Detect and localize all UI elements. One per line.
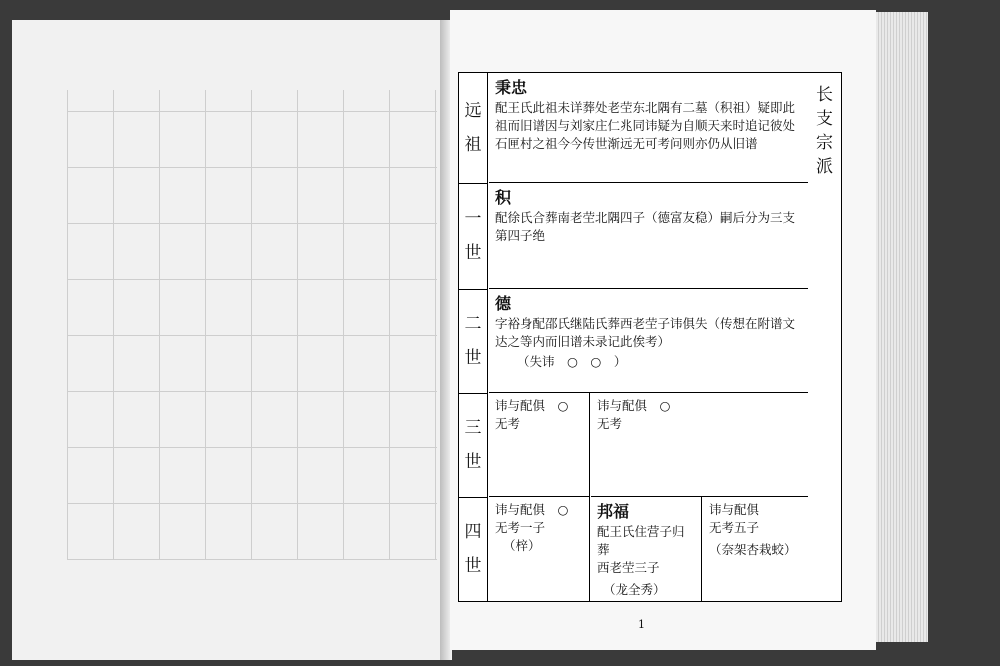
gen-char: 世 <box>464 243 482 263</box>
ancestor-cell <box>489 73 809 183</box>
gen-char: 一 <box>464 209 482 229</box>
gen-char: 远 <box>464 101 482 121</box>
cell-line: （奈架杏栽蛟） <box>709 542 797 557</box>
generation-label-3 <box>459 393 488 498</box>
cell-divider <box>701 497 702 601</box>
cell-line: 无考 <box>597 416 623 431</box>
cell-line: 无考 <box>495 416 521 431</box>
person-note: （失讳 ○ ○ ） <box>517 354 627 369</box>
page-number: 1 <box>638 618 645 631</box>
cell-line: （龙全秀） <box>603 582 666 597</box>
generation-label-2 <box>459 289 488 394</box>
cell-line: 讳与配俱 ○ <box>597 398 671 413</box>
person-text: 字裕身配邵氏继陆氏葬西老茔子讳俱失（传想在附谱文达之等内而旧谱未录记此俟考） <box>495 316 796 349</box>
person-name: 德 <box>495 294 512 313</box>
person-text: 配徐氏合葬南老茔北隅四子（德富友稳）嗣后分为三支第四子绝 <box>495 210 796 243</box>
left-page <box>12 20 444 660</box>
gen-char: 四 <box>464 522 482 542</box>
page-edges <box>876 12 928 642</box>
title-char: 派 <box>816 157 833 177</box>
gen4-cell-a <box>489 497 589 601</box>
person-name: 邦福 <box>597 502 630 521</box>
title-char: 长 <box>816 85 833 105</box>
person-name: 积 <box>495 188 512 207</box>
generation-label-1 <box>459 183 488 290</box>
cell-line: 配王氏住营子归葬 <box>597 524 685 557</box>
right-page <box>450 10 876 650</box>
bleed-through-table <box>67 90 437 560</box>
cell-line: 西老茔三子 <box>597 560 660 575</box>
genealogy-table <box>458 72 810 602</box>
gen-char: 世 <box>464 452 482 472</box>
gen3-cell-b <box>591 393 809 497</box>
person-text: 配王氏此祖未详葬处老茔东北隅有二墓（积祖）疑即此祖而旧谱因与刘家庄仁兆同讳疑为自顺天来时追记彼处石匣村之祖今今传世渐远无可考问则亦仍从旧谱 <box>495 100 796 151</box>
cell-divider <box>589 497 590 601</box>
gen-char: 祖 <box>464 135 482 155</box>
gen-char: 世 <box>464 556 482 576</box>
title-char: 宗 <box>816 133 833 153</box>
person-name: 秉忠 <box>495 78 528 97</box>
cell-line: 讳与配俱 ○ <box>495 502 569 517</box>
generation-label-ancestor <box>459 73 488 184</box>
cell-line: 无考一子 <box>495 520 546 535</box>
cell-line: 讳与配俱 ○ <box>495 398 569 413</box>
gen2-cell <box>489 289 809 393</box>
cell-line: 讳与配俱 <box>709 502 760 517</box>
title-char: 支 <box>816 109 833 129</box>
gen-char: 二 <box>464 314 482 334</box>
gen4-cell-b <box>591 497 701 601</box>
gen4-cell-c <box>703 497 809 601</box>
gen3-cell-a <box>489 393 589 497</box>
cell-divider <box>589 393 590 497</box>
branch-title <box>808 83 841 179</box>
branch-sidebar <box>808 72 842 602</box>
generation-label-4 <box>459 497 488 601</box>
gen-char: 世 <box>464 348 482 368</box>
cell-line: 无考五子 <box>709 520 760 535</box>
gen1-cell <box>489 183 809 289</box>
gen-char: 三 <box>464 418 482 438</box>
cell-line: （梓） <box>503 538 541 553</box>
